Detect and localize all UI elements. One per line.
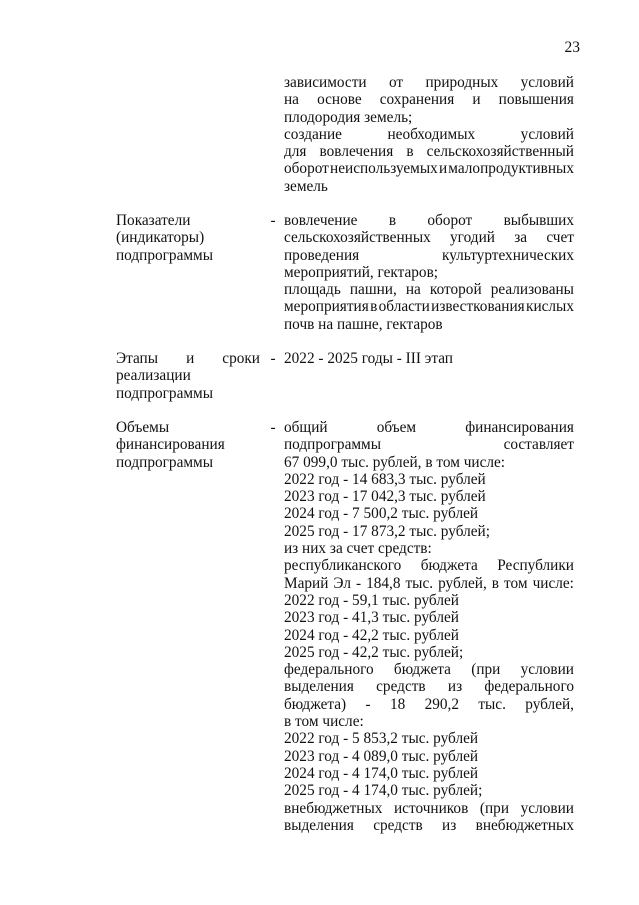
content-line: мероприятия в области известкования кислых (284, 298, 574, 316)
content-line: республиканского бюджета Республики (284, 557, 574, 575)
content-line: из них за счет средств: (284, 540, 432, 558)
row-label (116, 419, 260, 471)
content-line: создание необходимых условий (284, 125, 574, 143)
label-line: подпрограммы (116, 384, 214, 402)
content-line: бюджета) - 18 290,2 тыс. рублей, (284, 695, 574, 713)
content-line: Марий Эл - 184,8 тыс. рублей, в том числе: (284, 574, 574, 592)
content-line: 2025 год - 4 174,0 тыс. рублей; (284, 782, 483, 800)
label-line: подпрограммы (116, 453, 214, 471)
content-line: 2025 год - 42,2 тыс. рублей; (284, 643, 464, 661)
content-line: 2024 год - 4 174,0 тыс. рублей (284, 764, 479, 782)
content-line: подпрограммы составляет (284, 436, 574, 454)
label-line: подпрограммы (116, 246, 214, 264)
label-line: (индикаторы) (116, 229, 205, 247)
content-line: площадь пашни, на которой реализованы (284, 281, 574, 299)
content-line: на основе сохранения и повышения (284, 91, 574, 109)
content-line: почв на пашне, гектаров (284, 315, 443, 333)
row-content (284, 212, 574, 333)
content-line: земель (284, 177, 328, 195)
content-line: внебюджетных источников (при условии (284, 799, 574, 817)
content-line: 2025 год - 17 873,2 тыс. рублей; (284, 522, 490, 540)
row-label (116, 350, 260, 402)
content-line: проведения культуртехнических (284, 246, 574, 264)
row-content (284, 74, 574, 195)
label-line: реализации (116, 367, 191, 385)
row-label (116, 212, 260, 264)
row-dash: - (270, 419, 276, 436)
label-line: финансирования (116, 436, 225, 454)
content-line: зависимости от природных условий (284, 74, 574, 91)
content-line: общий объем финансирования (284, 419, 574, 436)
content-line: 67 099,0 тыс. рублей, в том числе: (284, 453, 506, 471)
row-dash: - (270, 212, 276, 229)
content-line: 2023 год - 4 089,0 тыс. рублей (284, 747, 479, 765)
page-number: 23 (564, 39, 580, 56)
content-line: выделения средств из внебюджетных (284, 816, 574, 834)
content-line: для вовлечения в сельскохозяйственный (284, 143, 574, 161)
content-line: 2022 год - 59,1 тыс. рублей (284, 591, 459, 609)
content-line: 2024 год - 42,2 тыс. рублей (284, 626, 459, 644)
content-line: 2023 год - 41,3 тыс. рублей (284, 609, 459, 627)
content-line: плодородия земель; (284, 108, 413, 126)
content-line: 2022 год - 14 683,3 тыс. рублей (284, 470, 486, 488)
content-line: 2022 - 2025 годы - III этап (284, 350, 453, 367)
content-line: выделения средств из федерального (284, 678, 574, 696)
label-line: Объемы (116, 419, 170, 436)
content-line: в том числе: (284, 713, 364, 731)
content-line: оборот неиспользуемых и малопродуктивных (284, 160, 574, 178)
content-line: 2024 год - 7 500,2 тыс. рублей (284, 505, 479, 523)
row-dash: - (270, 350, 276, 367)
row-content (284, 350, 574, 367)
content-line: мероприятий, гектаров; (284, 263, 439, 281)
label-line: Этапы и сроки (116, 350, 260, 367)
label-line: Показатели (116, 212, 191, 229)
content-line: федерального бюджета (при условии (284, 661, 574, 679)
content-line: вовлечение в оборот выбывших (284, 212, 574, 229)
content-line: 2023 год - 17 042,3 тыс. рублей (284, 488, 486, 506)
content-line: 2022 год - 5 853,2 тыс. рублей (284, 730, 479, 748)
content-line: сельскохозяйственных угодий за счет (284, 229, 574, 247)
row-content (284, 419, 574, 834)
